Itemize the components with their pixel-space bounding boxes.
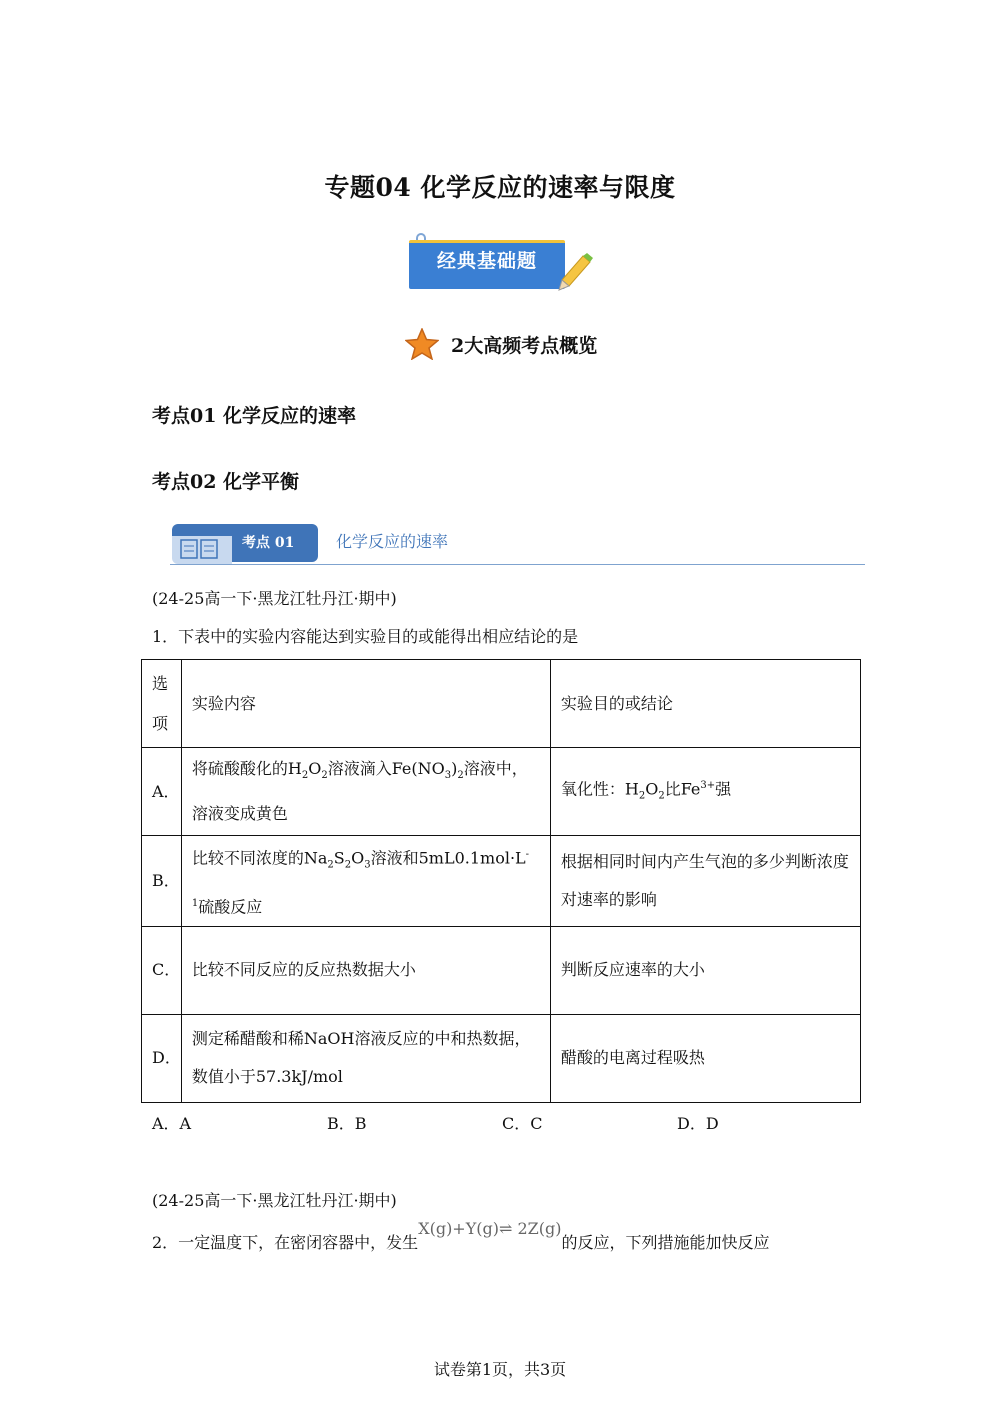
row-purpose: 判断反应速率的大小: [550, 926, 860, 1014]
section-title: 化学反应的速率: [336, 532, 449, 551]
row-purpose: 根据相同时间内产生气泡的多少判断浓度对速率的影响: [550, 836, 860, 927]
q2-source: (24-25高一下·黑龙江牡丹江·期中): [152, 1191, 397, 1210]
book-icon: [180, 538, 220, 560]
header-content: 实验内容: [181, 660, 550, 748]
section-tag: 考点 01: [242, 535, 295, 551]
table-header-row: [142, 660, 861, 748]
point-2: 考点02 化学平衡: [152, 471, 300, 493]
table-row: [142, 836, 861, 927]
option-b[interactable]: B．B: [327, 1114, 367, 1133]
row-purpose: 氧化性：$H_2O_2$比$Fe^{3+}$强: [550, 748, 860, 836]
overview: [405, 326, 597, 362]
section-header: [170, 520, 865, 568]
header-purpose: 实验目的或结论: [550, 660, 860, 748]
page-title: 专题04 化学反应的速率与限度: [324, 173, 676, 202]
page-footer: 试卷第1页，共3页: [433, 1360, 567, 1379]
q1-stem: 1．下表中的实验内容能达到实验目的或能得出相应结论的是: [152, 627, 579, 646]
row-opt: D．: [142, 1014, 182, 1102]
row-content: 比较不同反应的反应热数据大小: [181, 926, 550, 1014]
q1-source: (24-25高一下·黑龙江牡丹江·期中): [152, 589, 397, 608]
section-divider: [170, 564, 865, 565]
option-c[interactable]: C．C: [502, 1114, 543, 1133]
overview-label: 2大高频考点概览: [451, 334, 598, 357]
q1-options: [152, 1111, 852, 1134]
q2-stem: [152, 1219, 770, 1253]
row-purpose: 醋酸的电离过程吸热: [550, 1014, 860, 1102]
row-opt: B．: [142, 836, 182, 927]
option-a[interactable]: A．A: [152, 1114, 192, 1133]
q1-table: [141, 659, 861, 1103]
q2-stem-before: 2．一定温度下，在密闭容器中，发生: [152, 1233, 419, 1252]
row-content: 将硫酸酸化的$H_2O_2$溶液滴入$Fe(NO_3)_2$溶液中，溶液变成黄色: [181, 748, 550, 836]
row-content: 比较不同浓度的$Na_2S_2O_3$溶液和5mL0.1mol·L- $^1$硫酸反应: [181, 836, 550, 927]
option-d[interactable]: D．D: [677, 1114, 719, 1133]
banner-text: 经典基础题: [436, 250, 537, 272]
table-row: [142, 1014, 861, 1102]
table-row: [142, 748, 861, 836]
point-1: 考点01 化学反应的速率: [152, 405, 357, 427]
row-opt: C．: [142, 926, 182, 1014]
header-opt: 选项: [142, 660, 182, 748]
star-icon: [405, 328, 439, 360]
table-row: [142, 926, 861, 1014]
banner: [405, 232, 595, 298]
row-content: 测定稀醋酸和稀NaOH溶液反应的中和热数据，数值小于57.3kJ/mol: [181, 1014, 550, 1102]
pencil-icon: [555, 252, 595, 294]
q2-equation: X(g)+Y(g)⇌ 2Z(g): [418, 1219, 562, 1238]
row-opt: A．: [142, 748, 182, 836]
q2-stem-after: 的反应，下列措施能加快反应: [561, 1233, 770, 1252]
